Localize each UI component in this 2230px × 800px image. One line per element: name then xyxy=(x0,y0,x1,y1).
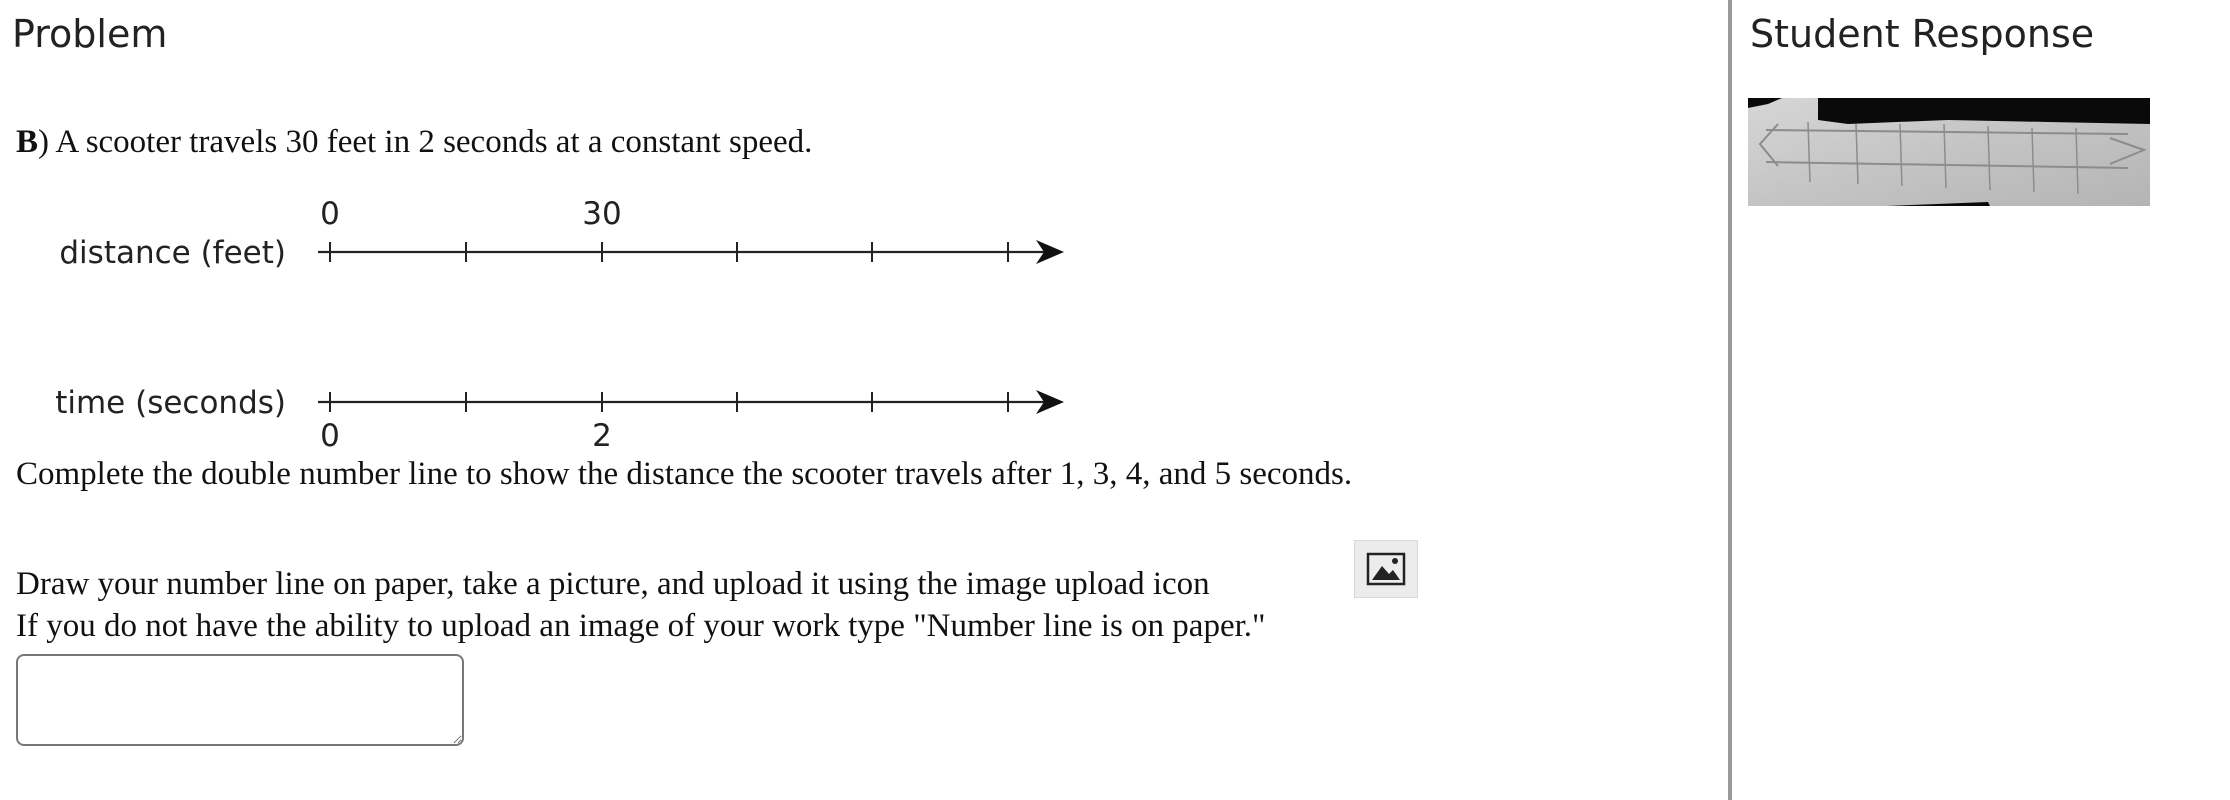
time-tick-label: 0 xyxy=(320,418,340,454)
answer-textarea[interactable] xyxy=(16,654,464,746)
image-upload-icon xyxy=(1366,552,1406,586)
image-upload-button[interactable] xyxy=(1354,540,1418,598)
problem-title: Problem xyxy=(12,12,168,56)
response-title: Student Response xyxy=(1750,12,2095,56)
time-axis-label: time (seconds) xyxy=(55,385,286,421)
instruction-draw: Draw your number line on paper, take a picture, and upload it using the image upload icon xyxy=(16,566,1210,602)
prompt-text: ) A scooter travels 30 feet in 2 seconds at a constant speed. xyxy=(38,124,813,160)
problem-prompt xyxy=(16,124,812,161)
part-label: B xyxy=(16,124,39,160)
distance-axis-label: distance (feet) xyxy=(59,235,286,271)
student-work-photo[interactable] xyxy=(1748,98,2150,206)
distance-tick-label: 0 xyxy=(320,196,340,232)
instruction-complete: Complete the double number line to show the distance the scooter travels after 1, 3, 4, and 5 seconds. xyxy=(16,456,1353,492)
instruction-fallback: If you do not have the ability to upload an image of your work type "Number line is on paper." xyxy=(16,608,1266,644)
response-pane xyxy=(1732,0,2230,800)
double-number-line xyxy=(0,190,1100,460)
distance-tick-label: 30 xyxy=(582,196,622,232)
time-tick-label: 2 xyxy=(592,418,612,454)
